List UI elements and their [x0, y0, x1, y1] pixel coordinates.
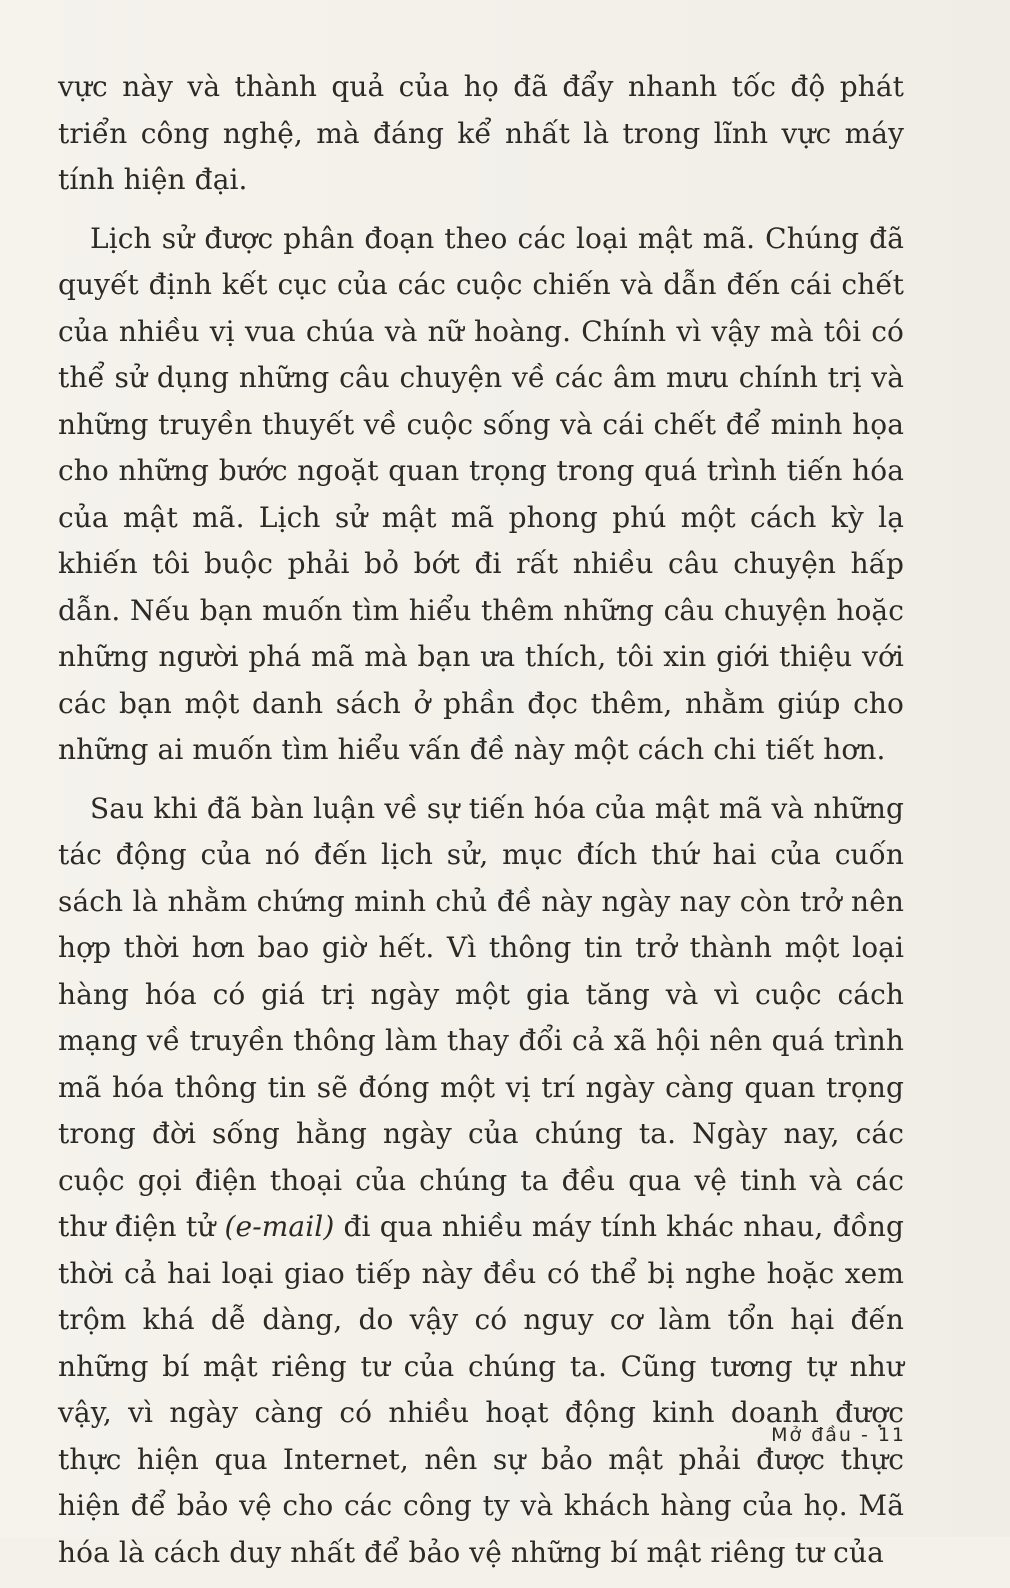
paragraph-purpose-part-1: Sau khi đã bàn luận về sự tiến hóa của mật mã và những tác động của nó đến lịch sử, mục đích thứ hai của cuốn sách là nhằm chứng minh chủ đề này ngày nay còn trở nên hợp thời hơn bao giờ hết. Vì thông tin trở thành một loại hàng hóa có giá trị ngày một gia tăng và vì cuộc cách mạng về truyền thông làm thay đổi cả xã hội nên quá trình mã hóa thông tin sẽ đóng một vị trí ngày càng quan trọng trong đời sống hằng ngày của chúng ta. Ngày nay, các cuộc gọi điện thoại của chúng ta đều qua vệ tinh và các thư điện tử — [58, 791, 904, 1243]
body-text — [58, 64, 904, 1588]
paragraph-purpose — [58, 786, 904, 1577]
paragraph-history: Lịch sử được phân đoạn theo các loại mật mã. Chúng đã quyết định kết cục của các cuộc chiến và dẫn đến cái chết của nhiều vị vua chúa và nữ hoàng. Chính vì vậy mà tôi có thể sử dụng những câu chuyện về các âm mưu chính trị và những truyền thuyết về cuộc sống và cái chết để minh họa cho những bước ngoặt quan trọng trong quá trình tiến hóa của mật mã. Lịch sử mật mã phong phú một cách kỳ lạ khiến tôi buộc phải bỏ bớt đi rất nhiều câu chuyện hấp dẫn. Nếu bạn muốn tìm hiểu thêm những câu chuyện hoặc những người phá mã mà bạn ưa thích, tôi xin giới thiệu với các bạn một danh sách ở phần đọc thêm, nhằm giúp cho những ai muốn tìm hiểu vấn đề này một cách chi tiết hơn. — [58, 221, 904, 766]
page-footer — [771, 1424, 906, 1446]
footer-separator: - — [860, 1424, 870, 1446]
page-number: 11 — [877, 1424, 906, 1446]
paragraph-purpose-part-2: đi qua nhiều máy tính khác nhau, đồng thời cả hai loại giao tiếp này đều có thể bị nghe hoặc xem trộm khá dễ dàng, do vậy có nguy cơ làm tổn hại đến những bí mật riêng tư của chúng ta. Cũng tương tự như vậy, vì ngày càng có nhiều hoạt động kinh doanh được thực hiện qua Internet, nên sự bảo mật phải được thực hiện để bảo vệ cho các công ty và khách hàng của họ. Mã hóa là cách duy nhất để bảo vệ những bí mật riêng tư của — [58, 1210, 904, 1569]
section-name: Mở đầu — [771, 1424, 853, 1446]
email-italic-term: (e-mail) — [224, 1210, 335, 1243]
paragraph-continuation: vực này và thành quả của họ đã đẩy nhanh tốc độ phát triển công nghệ, mà đáng kể nhất là trong lĩnh vực máy tính hiện đại. — [58, 70, 904, 196]
